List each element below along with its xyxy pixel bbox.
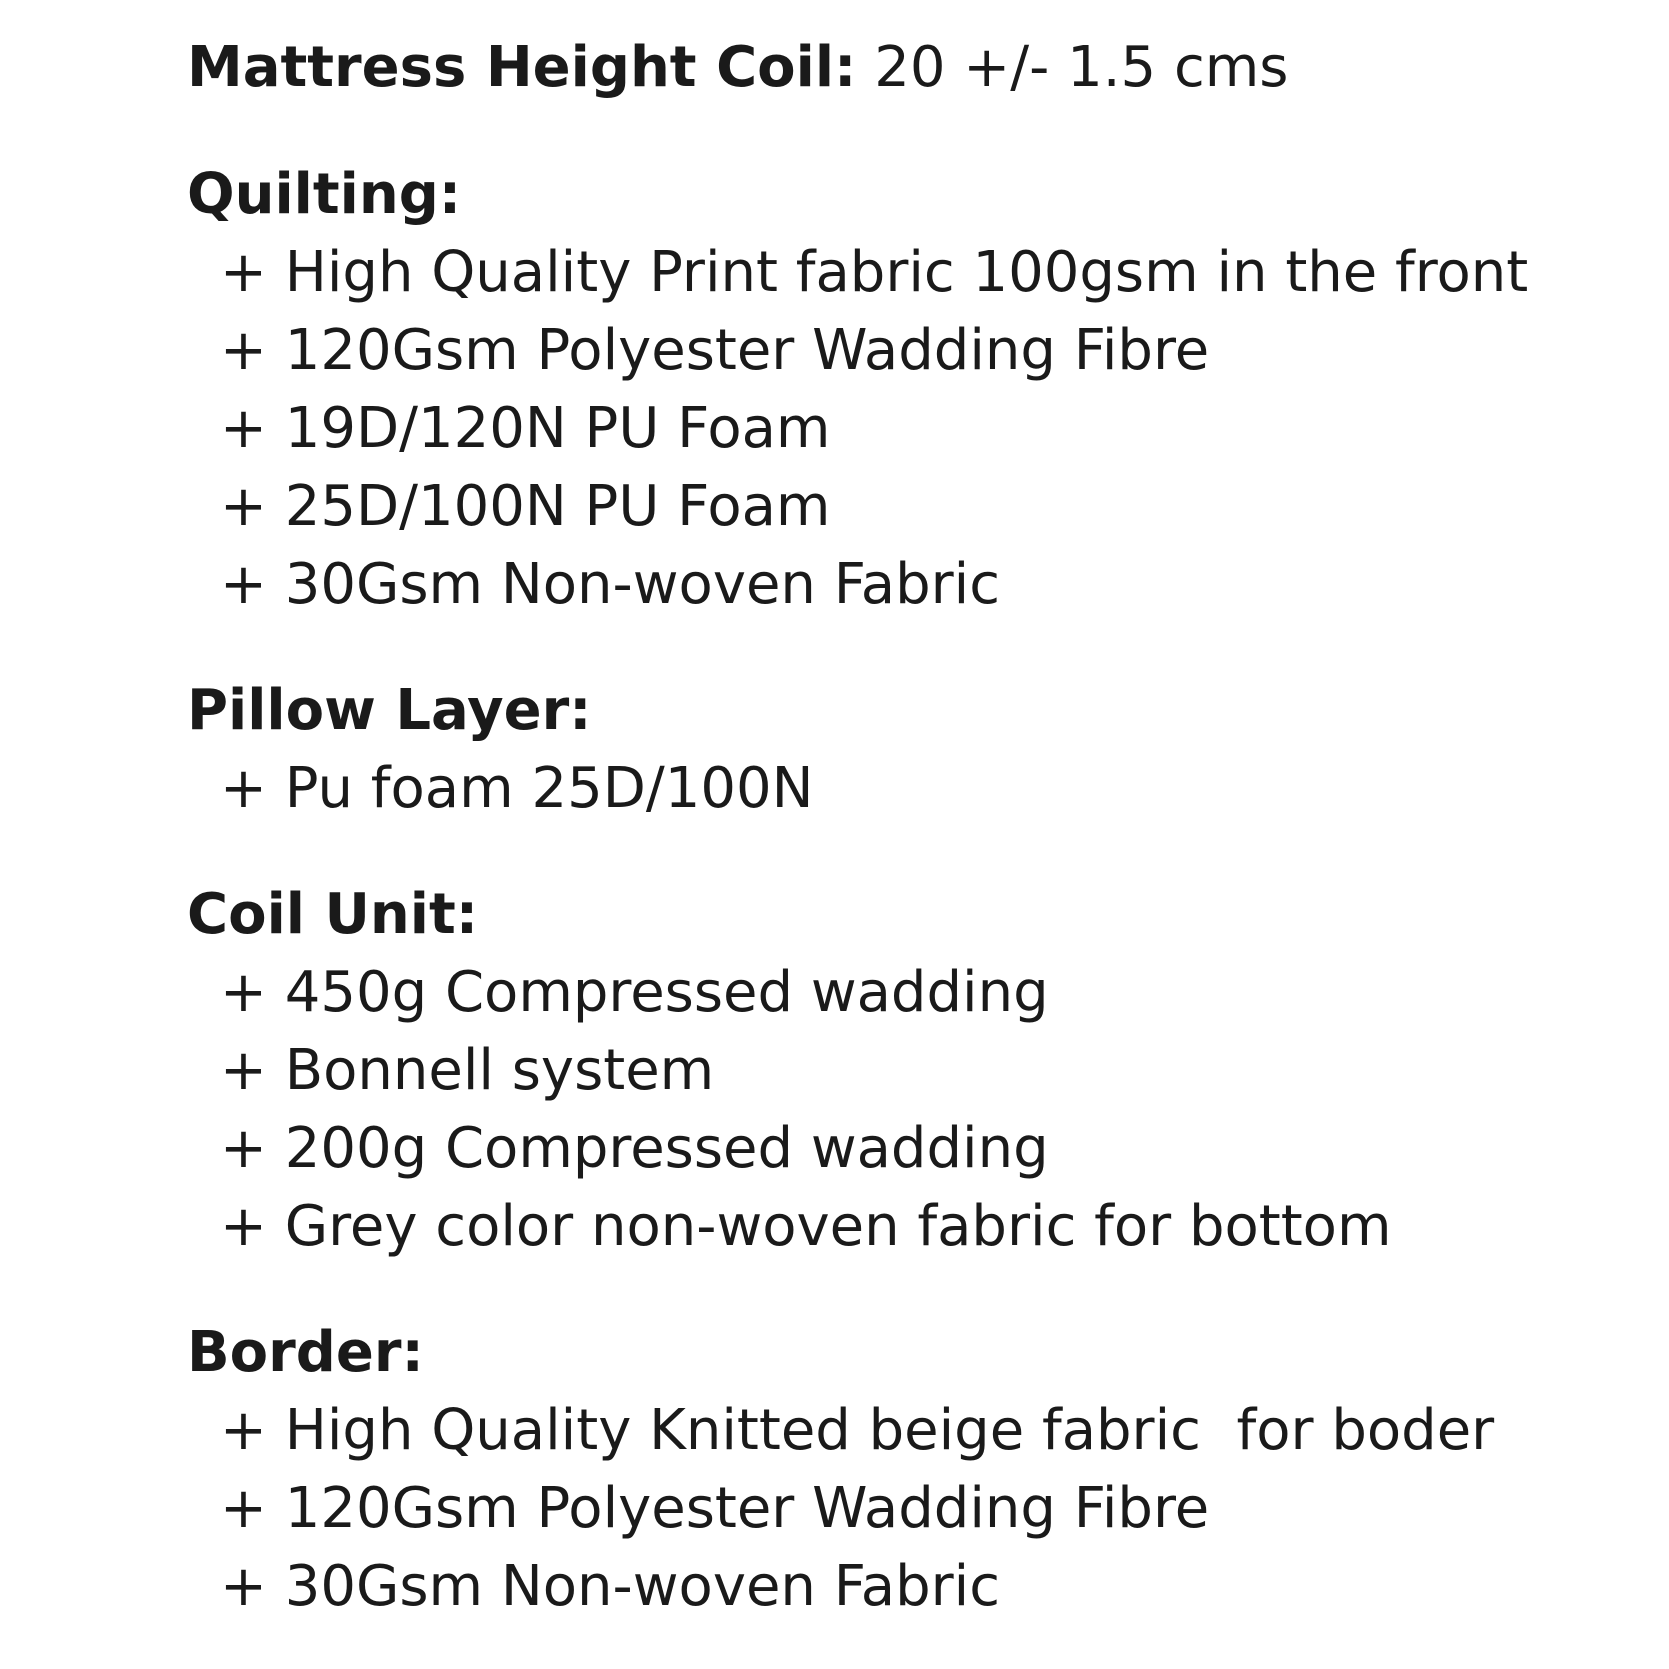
section-coil-unit [187,876,1647,1266]
list-item: + 200g Compressed wadding [220,1116,1049,1181]
section-title: Pillow Layer: [187,678,592,743]
list-item: + 30Gsm Non-woven Fabric [220,1554,1001,1619]
section-quilting [187,156,1647,624]
section-title: Coil Unit: [187,882,479,947]
section-title: Border: [187,1320,424,1385]
list-item: + Pu foam 25D/100N [220,756,814,821]
list-item: + 30Gsm Non-woven Fabric [220,552,1001,617]
list-item: + High Quality Knitted beige fabric for boder [220,1398,1495,1463]
list-item: + 120Gsm Polyester Wadding Fibre [220,318,1210,383]
section-border [187,1314,1647,1626]
list-item: + Bonnell system [220,1038,715,1103]
section-title: Quilting: [187,162,462,227]
list-item: + High Quality Print fabric 100gsm in the front [220,240,1529,305]
list-item: + Grey color non-woven fabric for bottom [220,1194,1392,1259]
mattress-height-value: 20 +/- 1.5 cms [856,35,1289,100]
list-item: + 450g Compressed wadding [220,960,1049,1025]
spec-document [187,28,1647,1626]
list-item: + 120Gsm Polyester Wadding Fibre [220,1476,1210,1541]
list-item: + 25D/100N PU Foam [220,474,831,539]
mattress-height-line [187,28,1647,108]
section-pillow-layer [187,672,1647,828]
mattress-height-label: Mattress Height Coil: [187,35,857,100]
list-item: + 19D/120N PU Foam [220,396,831,461]
